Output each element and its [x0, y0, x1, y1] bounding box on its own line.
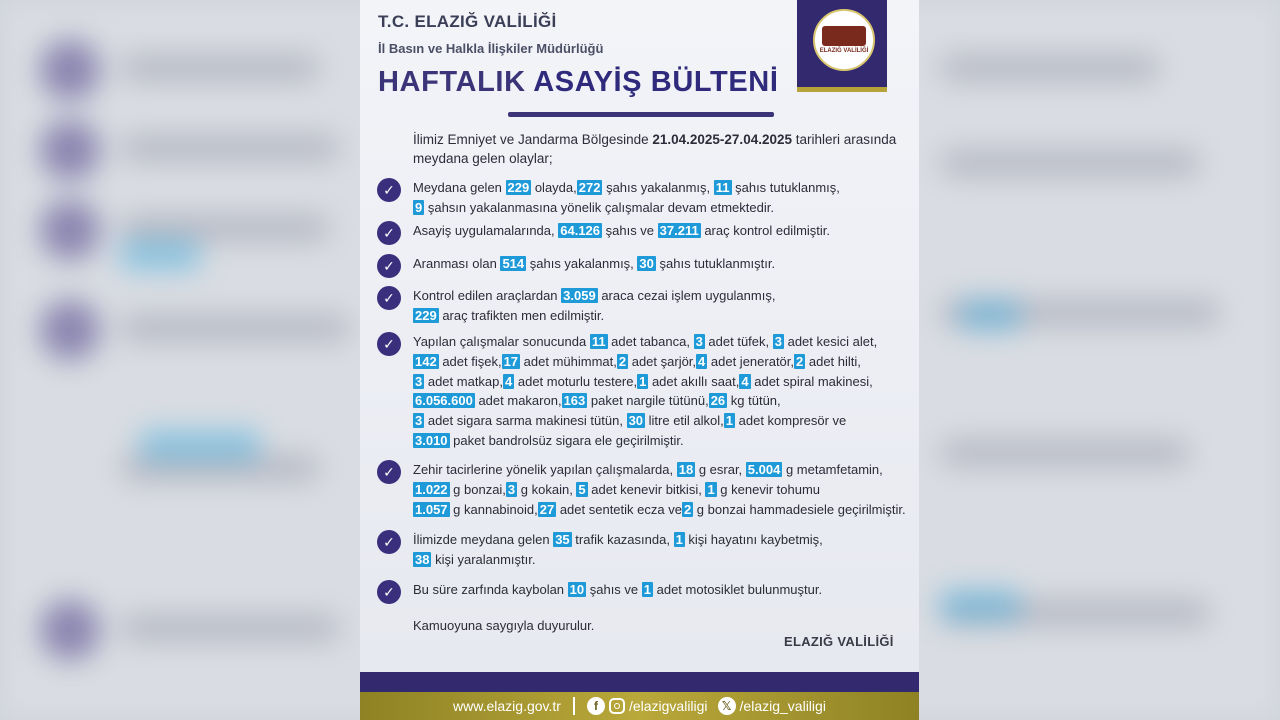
footer-divider: [573, 697, 575, 715]
website-link[interactable]: www.elazig.gov.tr: [453, 698, 561, 714]
closing-text: Kamuoyuna saygıyla duyurulur.: [413, 618, 595, 633]
check-icon: ✓: [377, 221, 401, 245]
title-part-b: ASAYİŞ BÜLTENİ: [533, 66, 779, 98]
check-icon: ✓: [377, 530, 401, 554]
department-name: İl Basın ve Halkla İlişkiler Müdürlüğü: [378, 41, 604, 56]
check-icon: ✓: [377, 178, 401, 202]
instagram-icon[interactable]: [609, 698, 625, 714]
check-icon: ✓: [377, 286, 401, 310]
facebook-icon[interactable]: f: [587, 697, 605, 715]
bulletin-title: [378, 66, 779, 99]
intro-text: İlimiz Emniyet ve Jandarma Bölgesinde 21.04.2025-27.04.2025 tarihleri arasında meydana gelen olaylar;: [413, 132, 897, 166]
building-icon: [822, 26, 866, 46]
bulletin-poster: T.C. ELAZIĞ VALİLİĞİ İl Basın ve Halkla İlişkiler Müdürlüğü HAFTALIK ASAYİŞ BÜLTENİ ELAZIĞ VALİLİĞİ İlimiz Emniyet ve Jandarma Bölgesinde 21.04.2025-27.04.2025 tarihleri arasında meydana gelen olaylar; ✓ Meydana gelen 229 olayda, 272 şahıs yakalanmış, 11 şahıs tutuklanmış, 9 şahsın yakalanmasına yönelik çalışmalar devam etmektedir. ✓ Asayiş uygulamalarında, 64.126 şahıs ve 37.211 araç kontrol edilmiştir. ✓ Aranması olan 514 şahıs yakalanmış, 30 şahıs tutuklanmıştır. ✓ Kontrol edilen araçlardan 3.059 araca cezai işlem uygulanmış, 229 araç trafikten men edilmiştir. ✓ Yapılan çalışmalar sonucunda 11 adet tabanca, 3 adet tüfek, 3 adet kesici alet, 142 adet fişek, 17 adet mühimmat, 2 adet şarjör, 4 adet jeneratör, 2 adet hilti, 3 adet matkap, 4 adet moturlu testere, 1 adet akıllı saat, 4 adet spiral makinesi, 6.056.600 adet makaron, 163 paket nargile tütünü, 26 kg tütün, 3 adet sigara sarma makinesi tütün, 30 litre etil alkol, 1 adet kompresör ve 3.010 paket bandrolsüz sigara ele geçirilmiştir. ✓ Zehir tacirlerine yönelik yapılan çalışmalarda, 18 g esrar, 5.004 g metamfetamin, 1.022 g bonzai, 3 g kokain, 5 adet kenevir bitkisi, 1 g kenevir tohumu 1.057 g kannabinoid, 27 adet sentetik ecza ve 2 g bonzai hammadesiele geçirilmiştir. ✓ İlimizde meydana gelen 35 trafik kazasında, 1 kişi hayatını kaybetmiş, 38 kişi yaralanmıştır. ✓ Bu süre zarfında kaybolan 10 şahıs ve 1 adet motosiklet bulunmuştur. Kamuoyuna saygıyla duyurulur. ELAZIĞ VALİLİĞİ www.elazig.gov.tr f /elazigvaliligi 𝕏 /elazig_valiligi: [360, 0, 919, 720]
signature: ELAZIĞ VALİLİĞİ: [784, 634, 894, 649]
social-handle[interactable]: /elazigvaliligi: [628, 698, 708, 714]
footer-band: [360, 672, 919, 692]
org-name: T.C. ELAZIĞ VALİLİĞİ: [378, 12, 557, 31]
check-icon: ✓: [377, 460, 401, 484]
x-handle[interactable]: /elazig_valiligi: [739, 698, 826, 714]
governorate-logo-icon: [813, 9, 875, 71]
logo-text: ELAZIĞ VALİLİĞİ: [819, 48, 869, 54]
check-icon: ✓: [377, 580, 401, 604]
check-icon: ✓: [377, 332, 401, 356]
logo-badge: [797, 0, 887, 92]
x-twitter-icon[interactable]: 𝕏: [718, 697, 736, 715]
footer: [360, 692, 919, 720]
title-part-a: HAFTALIK: [378, 66, 526, 98]
check-icon: ✓: [377, 254, 401, 278]
date-range: 21.04.2025-27.04.2025: [652, 132, 792, 147]
title-underline: [508, 112, 774, 117]
